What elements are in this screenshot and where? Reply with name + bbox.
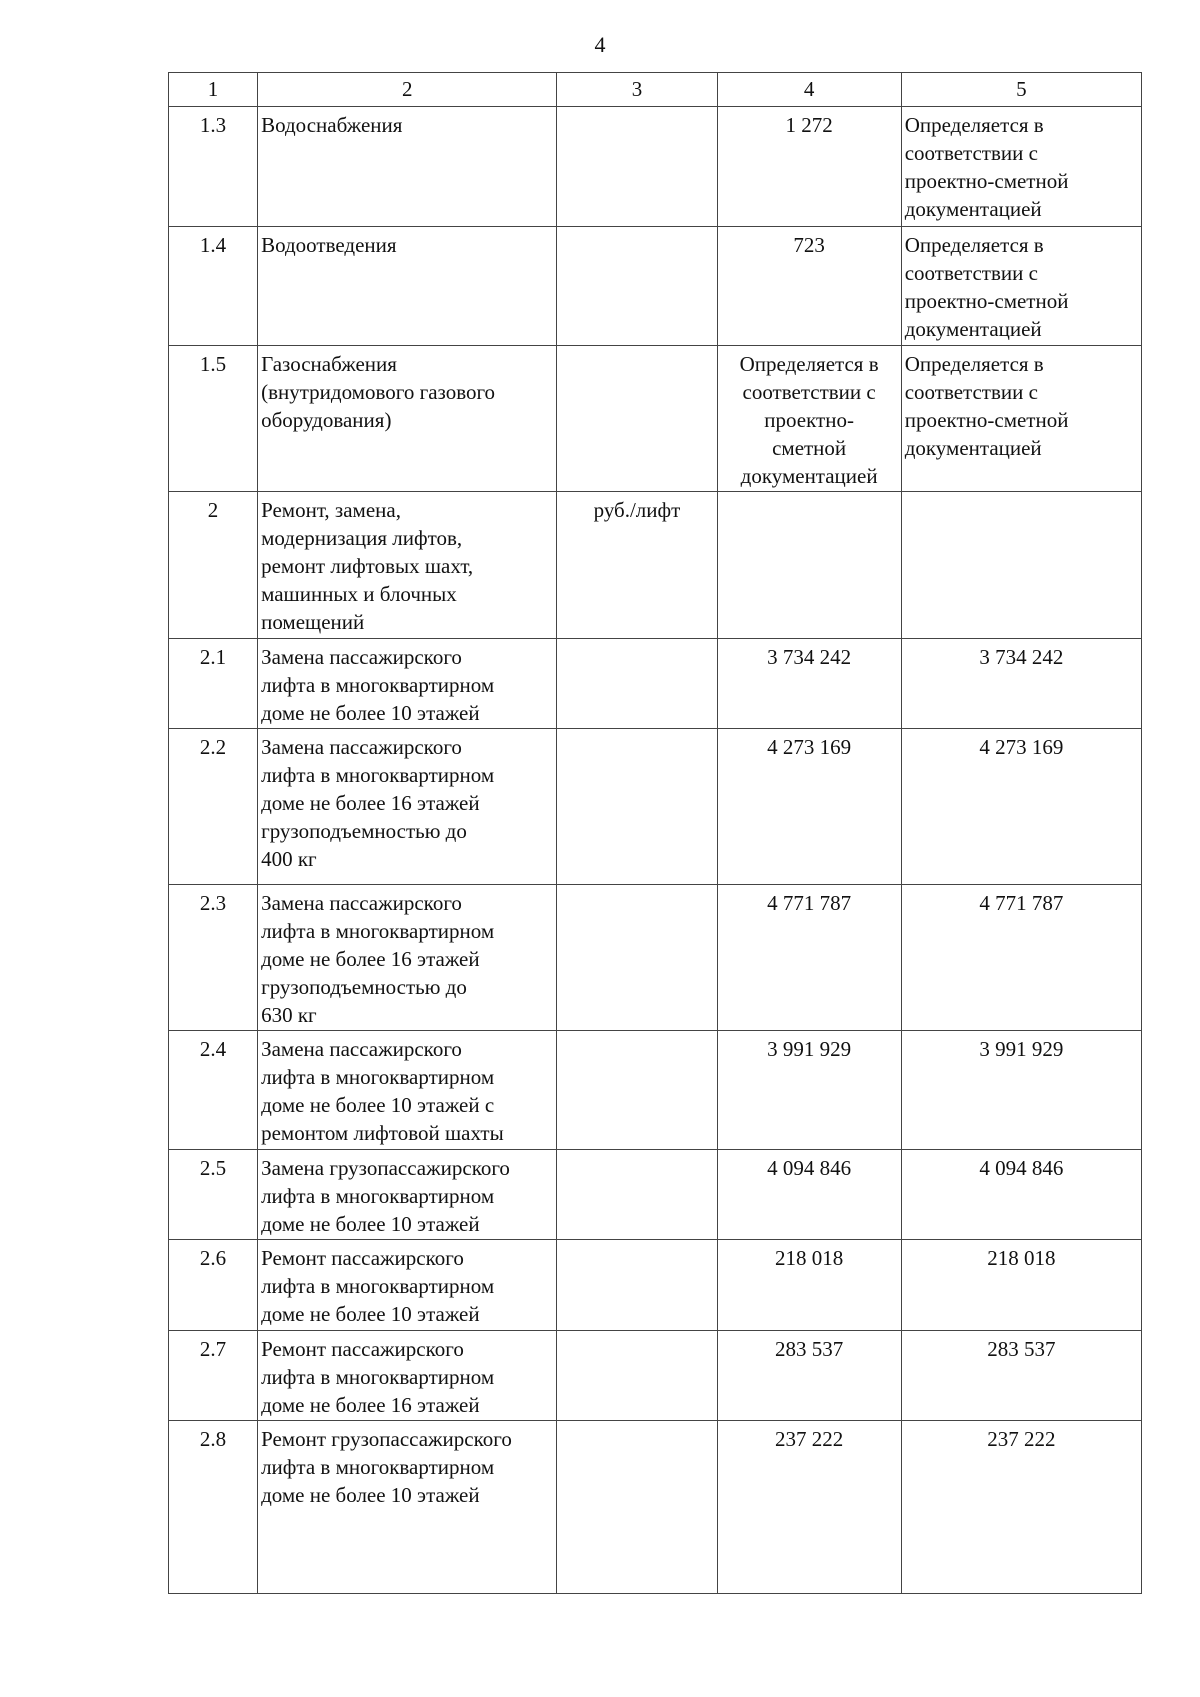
row-name: Ремонт грузопассажирского лифта в многоквартирном доме не более 10 этажей bbox=[258, 1421, 557, 1594]
row-value-col5: 4 273 169 bbox=[901, 729, 1141, 885]
row-value-col5: Определяется в соответствии с проектно-сметной документацией bbox=[901, 227, 1141, 346]
row-unit bbox=[557, 227, 717, 346]
row-value-col4: 723 bbox=[717, 227, 901, 346]
row-name: Замена грузопассажирского лифта в многоквартирном доме не более 10 этажей bbox=[258, 1150, 557, 1240]
row-value-col5: 3 734 242 bbox=[901, 639, 1141, 729]
table-row bbox=[169, 1031, 1142, 1150]
row-unit bbox=[557, 1031, 717, 1150]
row-number: 2.2 bbox=[169, 729, 258, 885]
row-unit bbox=[557, 1421, 717, 1594]
row-number: 2.1 bbox=[169, 639, 258, 729]
header-cell-3: 3 bbox=[557, 73, 717, 107]
row-value-col5: 237 222 bbox=[901, 1421, 1141, 1594]
header-cell-2: 2 bbox=[258, 73, 557, 107]
row-name: Ремонт пассажирского лифта в многоквартирном доме не более 10 этажей bbox=[258, 1240, 557, 1331]
row-value-col4: 4 273 169 bbox=[717, 729, 901, 885]
table-row bbox=[169, 729, 1142, 885]
row-unit bbox=[557, 729, 717, 885]
row-number: 1.4 bbox=[169, 227, 258, 346]
row-name: Ремонт пассажирского лифта в многоквартирном доме не более 16 этажей bbox=[258, 1331, 557, 1421]
row-value-col4 bbox=[717, 492, 901, 639]
row-value-col4: 3 734 242 bbox=[717, 639, 901, 729]
row-name: Ремонт, замена, модернизация лифтов, ремонт лифтовых шахт, машинных и блочных помещений bbox=[258, 492, 557, 639]
table-row bbox=[169, 227, 1142, 346]
row-value-col5 bbox=[901, 492, 1141, 639]
table-row bbox=[169, 1331, 1142, 1421]
page-number: 4 bbox=[594, 32, 606, 57]
row-unit bbox=[557, 1150, 717, 1240]
row-number: 2.7 bbox=[169, 1331, 258, 1421]
header-cell-4: 4 bbox=[717, 73, 901, 107]
row-value-col5: 3 991 929 bbox=[901, 1031, 1141, 1150]
table-row bbox=[169, 639, 1142, 729]
table-row bbox=[169, 1150, 1142, 1240]
row-value-col4: 218 018 bbox=[717, 1240, 901, 1331]
row-number: 2.3 bbox=[169, 885, 258, 1031]
row-number: 2 bbox=[169, 492, 258, 639]
row-name: Водоснабжения bbox=[258, 107, 557, 227]
row-name: Водоотведения bbox=[258, 227, 557, 346]
table-row bbox=[169, 107, 1142, 227]
row-value-col4: 4 771 787 bbox=[717, 885, 901, 1031]
table-header-row bbox=[169, 73, 1142, 107]
document-table bbox=[168, 72, 1142, 1594]
row-name: Газоснабжения (внутридомового газового оборудования) bbox=[258, 346, 557, 492]
row-number: 1.5 bbox=[169, 346, 258, 492]
header-cell-1: 1 bbox=[169, 73, 258, 107]
row-value-col5: 218 018 bbox=[901, 1240, 1141, 1331]
row-name: Замена пассажирского лифта в многоквартирном доме не более 16 этажей грузоподъемностью до 400 кг bbox=[258, 729, 557, 885]
row-value-col5: 4 094 846 bbox=[901, 1150, 1141, 1240]
row-unit bbox=[557, 346, 717, 492]
row-unit bbox=[557, 639, 717, 729]
row-number: 2.5 bbox=[169, 1150, 258, 1240]
row-value-col5: Определяется в соответствии с проектно-сметной документацией bbox=[901, 107, 1141, 227]
row-number: 1.3 bbox=[169, 107, 258, 227]
row-value-col4: 237 222 bbox=[717, 1421, 901, 1594]
table-row bbox=[169, 492, 1142, 639]
row-unit bbox=[557, 107, 717, 227]
row-unit bbox=[557, 1240, 717, 1331]
row-value-col4: Определяется в соответствии с проектно- сметной документацией bbox=[717, 346, 901, 492]
row-name: Замена пассажирского лифта в многоквартирном доме не более 16 этажей грузоподъемностью до 630 кг bbox=[258, 885, 557, 1031]
table-row bbox=[169, 1421, 1142, 1594]
row-number: 2.4 bbox=[169, 1031, 258, 1150]
row-name: Замена пассажирского лифта в многоквартирном доме не более 10 этажей bbox=[258, 639, 557, 729]
row-number: 2.6 bbox=[169, 1240, 258, 1331]
row-unit bbox=[557, 885, 717, 1031]
row-name: Замена пассажирского лифта в многоквартирном доме не более 10 этажей с ремонтом лифтовой шахты bbox=[258, 1031, 557, 1150]
row-value-col4: 1 272 bbox=[717, 107, 901, 227]
row-value-col4: 4 094 846 bbox=[717, 1150, 901, 1240]
table-row bbox=[169, 885, 1142, 1031]
table-row bbox=[169, 1240, 1142, 1331]
row-value-col5: 4 771 787 bbox=[901, 885, 1141, 1031]
header-cell-5: 5 bbox=[901, 73, 1141, 107]
table-row bbox=[169, 346, 1142, 492]
row-value-col4: 283 537 bbox=[717, 1331, 901, 1421]
row-unit: руб./лифт bbox=[557, 492, 717, 639]
row-value-col5: Определяется в соответствии с проектно-сметной документацией bbox=[901, 346, 1141, 492]
row-unit bbox=[557, 1331, 717, 1421]
row-value-col5: 283 537 bbox=[901, 1331, 1141, 1421]
row-value-col4: 3 991 929 bbox=[717, 1031, 901, 1150]
row-number: 2.8 bbox=[169, 1421, 258, 1594]
